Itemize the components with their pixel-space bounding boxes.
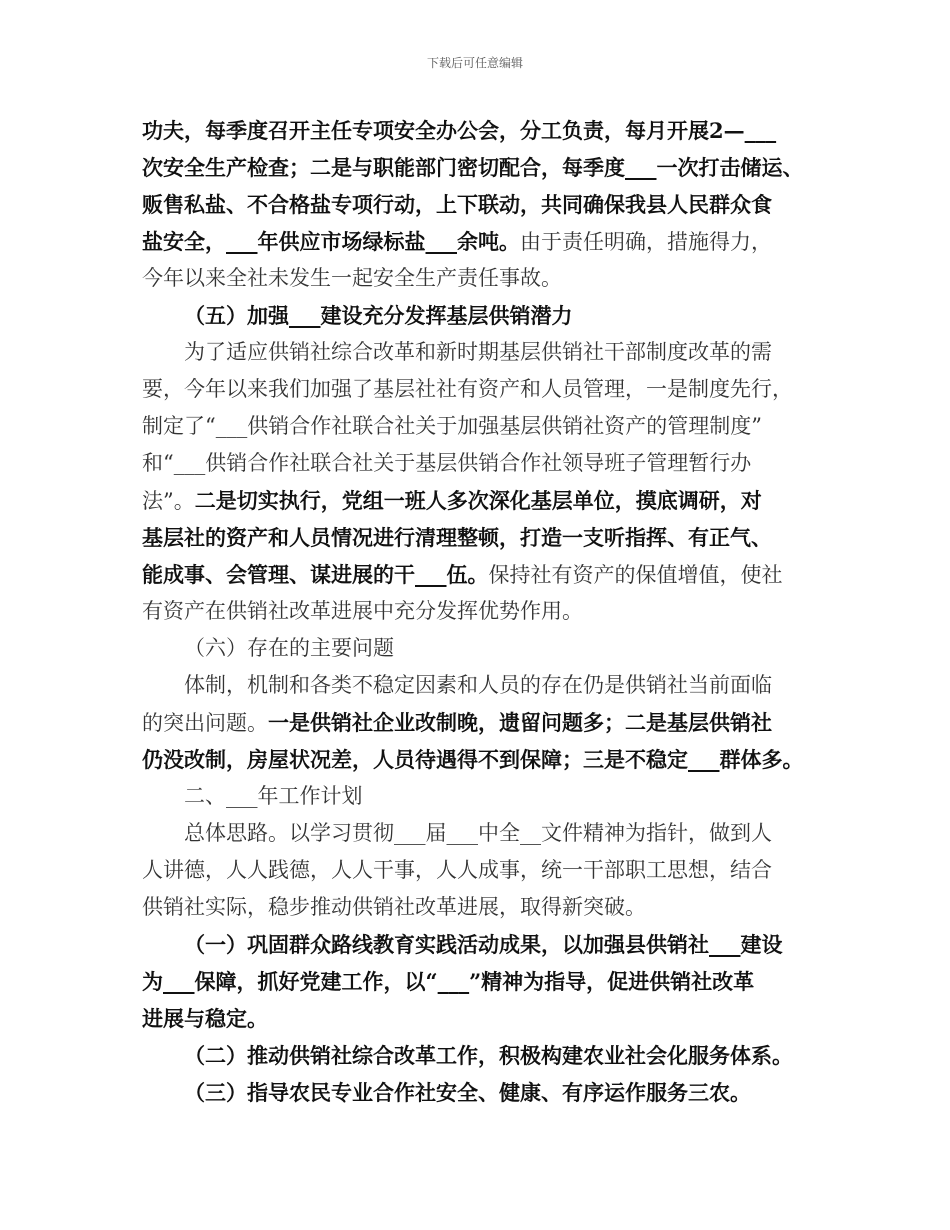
text-line	[142, 223, 814, 260]
text-line	[142, 334, 814, 371]
text-segment: 二、___年工作计划	[184, 784, 363, 808]
bold-text-segment: 进展与稳定。	[142, 1006, 268, 1031]
text-line	[142, 297, 814, 334]
bold-text-segment: 盐安全，___年供应市场绿标盐___余吨。	[142, 229, 520, 254]
bold-text-segment: （二）推动供销社综合改革工作，积极构建农业社会化服务体系。	[184, 1043, 793, 1068]
text-line	[142, 667, 814, 704]
text-line	[142, 519, 814, 556]
bold-text-segment: （五）加强___建设充分发挥基层供销潜力	[184, 303, 573, 328]
bold-text-segment: 基层社的资产和人员情况进行清理整顿，打造一支听指挥、有正气、	[142, 525, 772, 550]
text-line	[142, 482, 814, 519]
bold-text-segment: （一）巩固群众路线教育实践活动成果，以加强县供销社___建设	[184, 932, 783, 957]
text-segment: 的突出问题。	[142, 711, 268, 735]
text-line	[142, 186, 814, 223]
text-line	[142, 630, 814, 667]
bold-text-segment: 二是切实执行，党组一班人多次深化基层单位，摸底调研，对	[194, 488, 762, 513]
text-line	[142, 815, 814, 852]
bold-text-segment: 一是供销社企业改制晚，遗留问题多；二是基层供销社	[268, 710, 772, 735]
bold-text-segment: 贩售私盐、不合格盐专项行动，上下联动，共同确保我县人民群众食	[142, 192, 772, 217]
text-segment: （六）存在的主要问题	[184, 636, 394, 660]
text-segment: 法”。	[142, 489, 195, 513]
text-segment: 供销社实际，稳步推动供销社改革进展，取得新突破。	[142, 895, 646, 919]
bold-text-segment: （三）指导农民专业合作社安全、健康、有序运作服务三农。	[184, 1080, 751, 1105]
text-line	[142, 963, 814, 1000]
text-segment: 保持社有资产的保值增值，使社	[488, 563, 783, 587]
text-line	[142, 112, 814, 149]
text-line	[142, 1037, 814, 1074]
text-segment: 和“___供销合作社联合社关于基层供销合作社领导班子管理暂行办	[142, 451, 752, 475]
bold-text-segment: 为___保障，抓好党建工作，以“___”精神为指导，促进供销社改革	[142, 969, 755, 994]
text-line	[142, 704, 814, 741]
text-segment: 有资产在供销社改革进展中充分发挥优势作用。	[142, 599, 583, 623]
text-line	[142, 741, 814, 778]
text-segment: 由于责任明确，措施得力，	[520, 230, 772, 254]
document-body	[142, 112, 814, 1111]
bold-text-segment: 次安全生产检查；二是与职能部门密切配合，每季度___一次打击储运、	[142, 155, 804, 180]
text-line	[142, 556, 814, 593]
text-line	[142, 926, 814, 963]
text-segment: 为了适应供销社综合改革和新时期基层供销社干部制度改革的需	[184, 340, 772, 364]
bold-text-segment: 仍没改制，房屋状况差，人员待遇得不到保障；三是不稳定___群体多。	[142, 747, 804, 772]
text-line	[142, 1074, 814, 1111]
text-segment: 今年以来全社未发生一起安全生产责任事故。	[142, 266, 562, 290]
text-segment: 体制，机制和各类不稳定因素和人员的存在仍是供销社当前面临	[184, 673, 772, 697]
text-segment: 制定了“___供销合作社联合社关于加强基层供销社资产的管理制度”	[142, 414, 762, 438]
text-line	[142, 260, 814, 297]
bold-text-segment: 功夫，每季度召开主任专项安全办公会，分工负责，每月开展2—___	[142, 118, 777, 143]
text-line	[142, 149, 814, 186]
page-header: 下载后可任意编辑	[426, 56, 523, 70]
text-line	[142, 1000, 814, 1037]
text-segment: 要，今年以来我们加强了基层社社有资产和人员管理，一是制度先行，	[142, 377, 793, 401]
text-line	[142, 408, 814, 445]
text-line	[142, 445, 814, 482]
text-line	[142, 778, 814, 815]
text-line	[142, 371, 814, 408]
text-segment: 总体思路。以学习贯彻___届___中全__文件精神为指针，做到人	[184, 821, 772, 845]
text-line	[142, 852, 814, 889]
text-segment: 人讲德，人人践德，人人干事，人人成事，统一干部职工思想，结合	[142, 858, 772, 882]
text-line	[142, 889, 814, 926]
bold-text-segment: 能成事、会管理、谋进展的干___伍。	[142, 562, 489, 587]
text-line	[142, 593, 814, 630]
